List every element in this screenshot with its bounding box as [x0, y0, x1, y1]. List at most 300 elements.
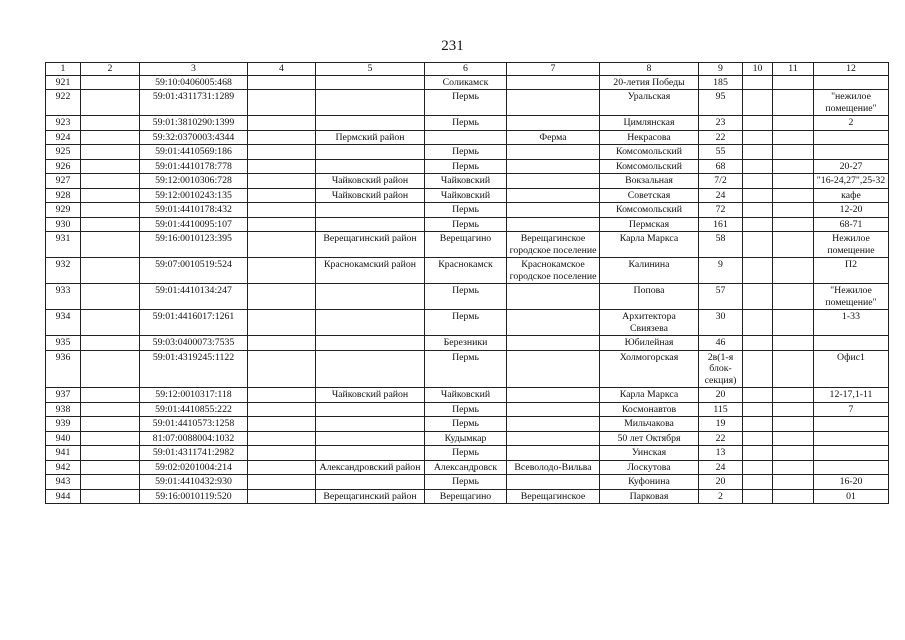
table-cell-col-2 [81, 159, 140, 174]
table-cell-col-11 [773, 159, 814, 174]
table-cell-col-2 [81, 130, 140, 145]
table-cell-col-2 [81, 310, 140, 336]
table-cell-col-5 [316, 145, 425, 160]
table-cell-col-7 [507, 174, 600, 189]
table-cell-col-11 [773, 284, 814, 310]
table-cell-col-3: 59:01:4319245:1122 [140, 350, 248, 388]
table-cell-col-7: Верещагинское [507, 489, 600, 504]
table-cell-col-5 [316, 90, 425, 116]
table-cell-col-9: 115 [699, 402, 743, 417]
table-cell-col-3: 59:01:4410134:247 [140, 284, 248, 310]
table-cell-col-1: 944 [46, 489, 81, 504]
table-cell-col-10 [743, 174, 773, 189]
table-cell-col-9: 30 [699, 310, 743, 336]
table-cell-col-11 [773, 431, 814, 446]
table-cell-col-7 [507, 350, 600, 388]
table-cell-col-5: Пермский район [316, 130, 425, 145]
column-header-5: 5 [316, 63, 425, 76]
table-cell-col-9: 7/2 [699, 174, 743, 189]
table-cell-col-9: 95 [699, 90, 743, 116]
table-cell-col-5: Чайковский район [316, 388, 425, 403]
table-cell-col-8: Космонавтов [600, 402, 699, 417]
table-cell-col-10 [743, 116, 773, 131]
table-cell-col-11 [773, 310, 814, 336]
table-cell-col-3: 59:01:4410178:432 [140, 203, 248, 218]
table-cell-col-1: 932 [46, 258, 81, 284]
table-cell-col-2 [81, 203, 140, 218]
table-cell-col-1: 926 [46, 159, 81, 174]
table-cell-col-6: Пермь [425, 145, 507, 160]
table-cell-col-9: 22 [699, 431, 743, 446]
column-header-9: 9 [699, 63, 743, 76]
table-cell-col-10 [743, 489, 773, 504]
table-cell-col-1: 943 [46, 475, 81, 490]
table-header-row [46, 63, 889, 76]
table-cell-col-6: Верещагино [425, 489, 507, 504]
table-cell-col-3: 59:10:0406005:468 [140, 75, 248, 90]
table-cell-col-4 [248, 159, 316, 174]
table-row [46, 90, 889, 116]
table-cell-col-1: 934 [46, 310, 81, 336]
table-cell-col-7 [507, 203, 600, 218]
table-cell-col-8: Холмогорская [600, 350, 699, 388]
table-row [46, 336, 889, 351]
table-cell-col-7 [507, 90, 600, 116]
table-cell-col-4 [248, 336, 316, 351]
table-cell-col-6: Соликамск [425, 75, 507, 90]
table-cell-col-7 [507, 188, 600, 203]
table-cell-col-12: 12-17,1-11 [814, 388, 889, 403]
column-header-7: 7 [507, 63, 600, 76]
table-cell-col-7 [507, 431, 600, 446]
table-cell-col-1: 925 [46, 145, 81, 160]
table-cell-col-5 [316, 431, 425, 446]
table-cell-col-1: 924 [46, 130, 81, 145]
table-cell-col-11 [773, 417, 814, 432]
table-cell-col-12: П2 [814, 258, 889, 284]
table-row [46, 203, 889, 218]
table-cell-col-4 [248, 388, 316, 403]
table-cell-col-8: Комсомольский [600, 159, 699, 174]
table-cell-col-2 [81, 489, 140, 504]
table-cell-col-2 [81, 431, 140, 446]
table-cell-col-2 [81, 90, 140, 116]
table-cell-col-12 [814, 417, 889, 432]
table-cell-col-5: Александровский район [316, 460, 425, 475]
table-cell-col-7 [507, 336, 600, 351]
table-cell-col-3: 59:07:0010519:524 [140, 258, 248, 284]
table-cell-col-6 [425, 130, 507, 145]
table-cell-col-12 [814, 336, 889, 351]
table-cell-col-8: Карла Маркса [600, 232, 699, 258]
table-cell-col-1: 942 [46, 460, 81, 475]
table-cell-col-2 [81, 460, 140, 475]
table-cell-col-8: Цимлянская [600, 116, 699, 131]
table-cell-col-6: Пермь [425, 116, 507, 131]
table-cell-col-11 [773, 402, 814, 417]
table-cell-col-10 [743, 203, 773, 218]
table-cell-col-12: 7 [814, 402, 889, 417]
table-cell-col-7: Ферма [507, 130, 600, 145]
table-cell-col-10 [743, 350, 773, 388]
table-cell-col-4 [248, 90, 316, 116]
table-cell-col-12 [814, 145, 889, 160]
table-cell-col-2 [81, 174, 140, 189]
table-cell-col-2 [81, 188, 140, 203]
table-cell-col-5 [316, 417, 425, 432]
table-cell-col-7 [507, 475, 600, 490]
table-cell-col-6: Пермь [425, 284, 507, 310]
table-cell-col-3: 59:02:0201004:214 [140, 460, 248, 475]
table-cell-col-5 [316, 116, 425, 131]
table-cell-col-10 [743, 388, 773, 403]
table-cell-col-4 [248, 232, 316, 258]
table-cell-col-4 [248, 145, 316, 160]
table-cell-col-2 [81, 336, 140, 351]
table-cell-col-5: Верещагинский район [316, 489, 425, 504]
table-cell-col-6: Березники [425, 336, 507, 351]
table-cell-col-8: Комсомольский [600, 145, 699, 160]
table-cell-col-12: 12-20 [814, 203, 889, 218]
table-row [46, 350, 889, 388]
table-cell-col-4 [248, 217, 316, 232]
table-row [46, 489, 889, 504]
table-cell-col-3: 59:12:0010243:135 [140, 188, 248, 203]
table-cell-col-9: 58 [699, 232, 743, 258]
table-row [46, 159, 889, 174]
table-cell-col-10 [743, 402, 773, 417]
table-cell-col-2 [81, 75, 140, 90]
table-cell-col-4 [248, 188, 316, 203]
column-header-8: 8 [600, 63, 699, 76]
table-cell-col-10 [743, 145, 773, 160]
table-cell-col-3: 59:16:0010119:520 [140, 489, 248, 504]
table-cell-col-12: 2 [814, 116, 889, 131]
table-cell-col-3: 59:12:0010306:728 [140, 174, 248, 189]
table-cell-col-4 [248, 130, 316, 145]
table-cell-col-9: 185 [699, 75, 743, 90]
table-cell-col-4 [248, 174, 316, 189]
table-cell-col-8: Попова [600, 284, 699, 310]
table-cell-col-4 [248, 116, 316, 131]
table-cell-col-1: 921 [46, 75, 81, 90]
table-cell-col-1: 939 [46, 417, 81, 432]
table-cell-col-6: Пермь [425, 417, 507, 432]
table-cell-col-3: 59:01:4410432:930 [140, 475, 248, 490]
page-number: 231 [441, 38, 464, 54]
table-row [46, 232, 889, 258]
table-cell-col-8: Уинская [600, 446, 699, 461]
table-cell-col-8: Уральская [600, 90, 699, 116]
table-row [46, 284, 889, 310]
table-cell-col-11 [773, 116, 814, 131]
table-cell-col-5 [316, 350, 425, 388]
table-cell-col-11 [773, 475, 814, 490]
table-cell-col-8: Калинина [600, 258, 699, 284]
table-cell-col-5: Чайковский район [316, 188, 425, 203]
table-cell-col-7 [507, 446, 600, 461]
table-cell-col-10 [743, 446, 773, 461]
column-header-11: 11 [773, 63, 814, 76]
table-cell-col-9: 2в(1-я блок-секция) [699, 350, 743, 388]
table-cell-col-10 [743, 460, 773, 475]
table-cell-col-7 [507, 159, 600, 174]
table-cell-col-2 [81, 417, 140, 432]
table-body [46, 75, 889, 504]
table-cell-col-10 [743, 75, 773, 90]
table-cell-col-2 [81, 232, 140, 258]
table-cell-col-2 [81, 217, 140, 232]
table-cell-col-9: 2 [699, 489, 743, 504]
table-cell-col-3: 59:03:0400073:7535 [140, 336, 248, 351]
table-cell-col-2 [81, 116, 140, 131]
table-cell-col-1: 923 [46, 116, 81, 131]
table-cell-col-8: 50 лет Октября [600, 431, 699, 446]
table-cell-col-1: 935 [46, 336, 81, 351]
table-cell-col-3: 59:01:4410573:1258 [140, 417, 248, 432]
table-cell-col-5 [316, 75, 425, 90]
table-cell-col-8: Мильчакова [600, 417, 699, 432]
table-cell-col-6: Александровск [425, 460, 507, 475]
table-cell-col-11 [773, 232, 814, 258]
table-cell-col-5 [316, 336, 425, 351]
table-row [46, 402, 889, 417]
table-cell-col-7 [507, 116, 600, 131]
table-cell-col-5: Верещагинский район [316, 232, 425, 258]
column-header-1: 1 [46, 63, 81, 76]
table-cell-col-9: 161 [699, 217, 743, 232]
table-cell-col-10 [743, 90, 773, 116]
table-cell-col-1: 922 [46, 90, 81, 116]
table-cell-col-11 [773, 446, 814, 461]
table-cell-col-6: Пермь [425, 310, 507, 336]
table-cell-col-7 [507, 388, 600, 403]
table-cell-col-9: 19 [699, 417, 743, 432]
table-cell-col-11 [773, 460, 814, 475]
table-cell-col-8: Парковая [600, 489, 699, 504]
table-row [46, 310, 889, 336]
table-cell-col-12 [814, 460, 889, 475]
table-cell-col-7 [507, 417, 600, 432]
table-cell-col-6: Пермь [425, 203, 507, 218]
table-cell-col-4 [248, 350, 316, 388]
table-cell-col-7: Верещагинское городское поселение [507, 232, 600, 258]
table-row [46, 460, 889, 475]
table-cell-col-12: 16-20 [814, 475, 889, 490]
table-cell-col-4 [248, 417, 316, 432]
table-cell-col-8: Некрасова [600, 130, 699, 145]
table-cell-col-1: 936 [46, 350, 81, 388]
table-cell-col-11 [773, 90, 814, 116]
table-cell-col-3: 59:32:0370003:4344 [140, 130, 248, 145]
registry-table [45, 62, 889, 504]
table-cell-col-7 [507, 310, 600, 336]
table-cell-col-5 [316, 446, 425, 461]
table-cell-col-10 [743, 232, 773, 258]
table-cell-col-9: 57 [699, 284, 743, 310]
table-cell-col-7 [507, 402, 600, 417]
table-cell-col-8: Куфонина [600, 475, 699, 490]
table-cell-col-11 [773, 203, 814, 218]
table-cell-col-6: Кудымкар [425, 431, 507, 446]
table-row [46, 130, 889, 145]
table-cell-col-3: 59:01:4311731:1289 [140, 90, 248, 116]
table-cell-col-6: Верещагино [425, 232, 507, 258]
table-row [46, 75, 889, 90]
table-cell-col-10 [743, 188, 773, 203]
table-cell-col-11 [773, 258, 814, 284]
table-cell-col-12: кафе [814, 188, 889, 203]
table-cell-col-5: Краснокамский район [316, 258, 425, 284]
table-cell-col-6: Краснокамск [425, 258, 507, 284]
table-cell-col-11 [773, 75, 814, 90]
table-cell-col-1: 931 [46, 232, 81, 258]
table-cell-col-1: 941 [46, 446, 81, 461]
column-header-3: 3 [140, 63, 248, 76]
table-cell-col-11 [773, 489, 814, 504]
table-cell-col-6: Пермь [425, 159, 507, 174]
table-cell-col-4 [248, 75, 316, 90]
table-cell-col-5 [316, 203, 425, 218]
table-cell-col-10 [743, 284, 773, 310]
table-cell-col-1: 929 [46, 203, 81, 218]
table-cell-col-2 [81, 446, 140, 461]
table-row [46, 145, 889, 160]
table-cell-col-7: Краснокамское городское поселение [507, 258, 600, 284]
table-cell-col-5 [316, 310, 425, 336]
column-header-6: 6 [425, 63, 507, 76]
table-cell-col-4 [248, 446, 316, 461]
table-cell-col-8: Пермская [600, 217, 699, 232]
table-cell-col-1: 938 [46, 402, 81, 417]
table-cell-col-7 [507, 284, 600, 310]
table-cell-col-2 [81, 284, 140, 310]
table-row [46, 174, 889, 189]
table-row [46, 217, 889, 232]
table-cell-col-3: 59:01:4410569:186 [140, 145, 248, 160]
table-cell-col-10 [743, 431, 773, 446]
table-cell-col-9: 13 [699, 446, 743, 461]
table-row [46, 417, 889, 432]
table-cell-col-3: 59:01:3810290:1399 [140, 116, 248, 131]
table-cell-col-7 [507, 217, 600, 232]
table-cell-col-3: 81:07:0088004:1032 [140, 431, 248, 446]
table-cell-col-8: Юбилейная [600, 336, 699, 351]
table-cell-col-3: 59:01:4410855:222 [140, 402, 248, 417]
table-cell-col-12: Нежилое помещение [814, 232, 889, 258]
table-cell-col-4 [248, 489, 316, 504]
table-cell-col-6: Пермь [425, 475, 507, 490]
table-row [46, 188, 889, 203]
table-cell-col-1: 930 [46, 217, 81, 232]
table-cell-col-11 [773, 217, 814, 232]
table-row [46, 431, 889, 446]
table-cell-col-11 [773, 145, 814, 160]
table-row [46, 388, 889, 403]
table-cell-col-2 [81, 388, 140, 403]
table-cell-col-4 [248, 475, 316, 490]
table-cell-col-4 [248, 460, 316, 475]
column-header-10: 10 [743, 63, 773, 76]
table-cell-col-9: 23 [699, 116, 743, 131]
column-header-4: 4 [248, 63, 316, 76]
table-cell-col-7: Всеволодо-Вильва [507, 460, 600, 475]
table-cell-col-11 [773, 174, 814, 189]
table-cell-col-1: 937 [46, 388, 81, 403]
table-cell-col-4 [248, 310, 316, 336]
table-cell-col-8: Архитектора Свиязева [600, 310, 699, 336]
table-cell-col-3: 59:01:4416017:1261 [140, 310, 248, 336]
table-cell-col-6: Пермь [425, 350, 507, 388]
table-cell-col-10 [743, 159, 773, 174]
table-cell-col-11 [773, 388, 814, 403]
table-cell-col-1: 933 [46, 284, 81, 310]
table-cell-col-10 [743, 130, 773, 145]
table-cell-col-12: 68-71 [814, 217, 889, 232]
table-row [46, 446, 889, 461]
table-cell-col-9: 46 [699, 336, 743, 351]
table-row [46, 116, 889, 131]
table-cell-col-5 [316, 159, 425, 174]
table-cell-col-12: 20-27 [814, 159, 889, 174]
table-cell-col-8: 20-летия Победы [600, 75, 699, 90]
table-cell-col-6: Чайковский [425, 188, 507, 203]
table-cell-col-4 [248, 431, 316, 446]
table-cell-col-12: "Нежилое помещение" [814, 284, 889, 310]
table-cell-col-5 [316, 402, 425, 417]
column-header-12: 12 [814, 63, 889, 76]
table-cell-col-11 [773, 350, 814, 388]
column-header-2: 2 [81, 63, 140, 76]
table-cell-col-3: 59:16:0010123:395 [140, 232, 248, 258]
table-cell-col-6: Чайковский [425, 174, 507, 189]
table-cell-col-12: Офис1 [814, 350, 889, 388]
table-cell-col-9: 22 [699, 130, 743, 145]
table-cell-col-8: Комсомольский [600, 203, 699, 218]
table-cell-col-12: 1-33 [814, 310, 889, 336]
table-cell-col-10 [743, 475, 773, 490]
table-cell-col-1: 940 [46, 431, 81, 446]
table-cell-col-5 [316, 284, 425, 310]
table-cell-col-12 [814, 446, 889, 461]
table-cell-col-3: 59:01:4311741:2982 [140, 446, 248, 461]
table-cell-col-10 [743, 310, 773, 336]
table-cell-col-9: 20 [699, 475, 743, 490]
table-cell-col-12 [814, 431, 889, 446]
table-cell-col-6: Чайковский [425, 388, 507, 403]
table-cell-col-8: Карла Маркса [600, 388, 699, 403]
table-cell-col-9: 24 [699, 188, 743, 203]
table-cell-col-12 [814, 130, 889, 145]
table-cell-col-3: 59:12:0010317:118 [140, 388, 248, 403]
table-cell-col-11 [773, 336, 814, 351]
table-cell-col-2 [81, 350, 140, 388]
table-cell-col-8: Лоскутова [600, 460, 699, 475]
table-cell-col-7 [507, 145, 600, 160]
table-cell-col-4 [248, 284, 316, 310]
table-cell-col-12: 01 [814, 489, 889, 504]
table-cell-col-9: 20 [699, 388, 743, 403]
table-cell-col-6: Пермь [425, 446, 507, 461]
table-cell-col-5 [316, 475, 425, 490]
table-cell-col-6: Пермь [425, 402, 507, 417]
table-cell-col-5: Чайковский район [316, 174, 425, 189]
table-cell-col-8: Вокзальная [600, 174, 699, 189]
table-cell-col-2 [81, 475, 140, 490]
table-cell-col-6: Пермь [425, 90, 507, 116]
table-cell-col-12 [814, 75, 889, 90]
table-cell-col-4 [248, 203, 316, 218]
